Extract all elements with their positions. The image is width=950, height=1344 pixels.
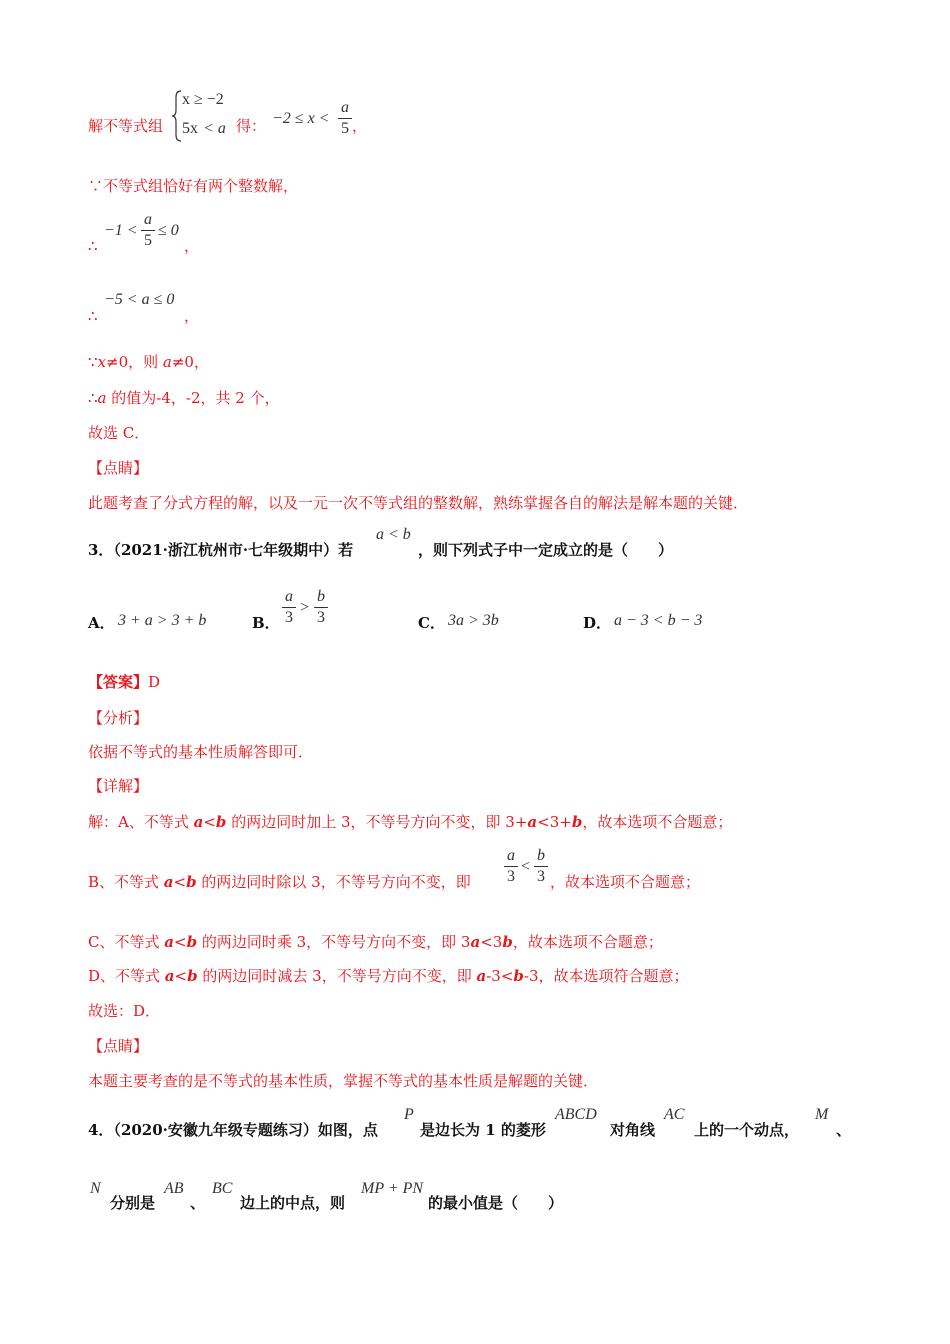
q3-detail-d: D、不等式 a<b 的两边同时减去 3，不等号方向不变，即 a-3<b-3，故本选项符合题意； <box>88 967 689 985</box>
q3-analysis-label: 【分析】 <box>88 709 149 727</box>
choose-c: 故选 C． <box>88 424 150 442</box>
q3-option-c-expr: 3a > 3b <box>448 612 499 629</box>
dianjing-text-1: 此题考查了分式方程的解，以及一元一次不等式组的整数解，熟练掌握各自的解法是解本题的关键． <box>88 494 749 512</box>
q3-condition: a < b <box>376 526 411 543</box>
q3-option-a-expr: 3 + a > 3 + b <box>118 612 207 629</box>
comma-2: ， <box>184 237 200 255</box>
q4-text-7: 边上的中点，则 <box>240 1194 346 1212</box>
q3-dianjing-label: 【点睛】 <box>88 1037 149 1055</box>
q3-option-d-label: D． <box>583 614 612 632</box>
q4-ac: AC <box>664 1106 685 1123</box>
therefore1-left: −1 < <box>104 222 138 239</box>
q4-abcd: ABCD <box>555 1106 597 1123</box>
q3-choose: 故选：D． <box>88 1002 161 1020</box>
q4-text-2: 对角线 <box>610 1121 656 1139</box>
q4-text-5: 分别是 <box>110 1194 156 1212</box>
q3-option-b-frac2: b 3 <box>314 588 328 627</box>
system-line-1: x ≥ −2 <box>182 91 224 108</box>
x-nonzero-line: ∵x≠0，则 a≠0， <box>88 353 209 371</box>
q4-text-3: 上的一个动点， <box>694 1121 800 1139</box>
q4-text-4: 、 <box>836 1121 852 1139</box>
q4-text-8: 的最小值是（ ） <box>428 1194 564 1212</box>
result-fraction: a 5 <box>338 99 352 138</box>
q3-detail-label: 【详解】 <box>88 777 149 795</box>
q4-point-p: P <box>404 1106 414 1123</box>
because-line: ∵不等式组恰好有两个整数解， <box>88 177 299 195</box>
q3-detail-a: 解：A、不等式 a<b 的两边同时加上 3，不等号方向不变，即 3+a<3+b，故本选项不合题意； <box>88 813 733 831</box>
q3-stem-tail: ，则下列式子中一定成立的是（ ） <box>418 541 674 559</box>
q4-stem-start: 4．（2020·安徽九年级专题练习）如图，点 <box>88 1121 378 1139</box>
q4-text-6: 、 <box>190 1194 206 1212</box>
therefore1-fraction: a 5 <box>141 211 155 250</box>
dianjing-label-1: 【点睛】 <box>88 459 149 477</box>
de-text: 得： <box>236 117 267 135</box>
q3-detail-c: C、不等式 a<b 的两边同时乘 3，不等号方向不变，即 3a<3b，故本选项不合题意； <box>88 933 663 951</box>
q4-mp-pn: MP + PN <box>361 1180 424 1197</box>
q3-detail-b: B、不等式 a<b 的两边同时除以 3，不等号方向不变，即 <box>88 873 471 891</box>
q4-bc: BC <box>212 1180 233 1197</box>
q3-detail-b-tail: ，故本选项不合题意； <box>550 873 701 891</box>
q3-analysis-text: 依据不等式的基本性质解答即可． <box>88 743 314 761</box>
comma-1: ， <box>352 117 368 135</box>
therefore-symbol-1: ∴ <box>88 237 98 255</box>
q3-option-c-label: C． <box>418 614 445 632</box>
a-values-line: ∴a 的值为-4，-2，共 2 个， <box>88 389 280 407</box>
q3-option-a-label: A． <box>88 614 115 632</box>
q3-answer: 【答案】D <box>88 673 161 691</box>
result-left: −2 ≤ x < <box>272 110 330 127</box>
comma-3: ， <box>184 307 200 325</box>
q4-ab: AB <box>164 1180 184 1197</box>
therefore-symbol-2: ∴ <box>88 307 98 325</box>
solve-system-label: 解不等式组 <box>88 117 164 135</box>
system-line-2: 5x < a <box>182 120 226 137</box>
therefore1-right: ≤ 0 <box>158 222 179 239</box>
therefore2-expr: −5 < a ≤ 0 <box>104 291 175 308</box>
q3-detail-b-frac2: b 3 <box>534 847 548 886</box>
q3-dianjing-text: 本题主要考查的是不等式的基本性质，掌握不等式的基本性质是解题的关键． <box>88 1072 599 1090</box>
q3-option-b-label: B． <box>252 614 280 632</box>
q4-point-n: N <box>90 1180 101 1197</box>
q3-detail-b-frac1: a 3 <box>504 847 518 886</box>
q3-stem: 3．（2021·浙江杭州市·七年级期中）若 <box>88 541 354 559</box>
q3-option-d-expr: a − 3 < b − 3 <box>614 612 703 629</box>
q3-option-b-op: > <box>300 599 310 616</box>
q3-option-b-frac1: a 3 <box>282 588 296 627</box>
q3-detail-b-op: < <box>521 858 531 875</box>
system-brace <box>172 90 182 142</box>
q4-point-m: M <box>815 1106 829 1123</box>
q4-text-1: 是边长为 1 的菱形 <box>420 1121 546 1139</box>
